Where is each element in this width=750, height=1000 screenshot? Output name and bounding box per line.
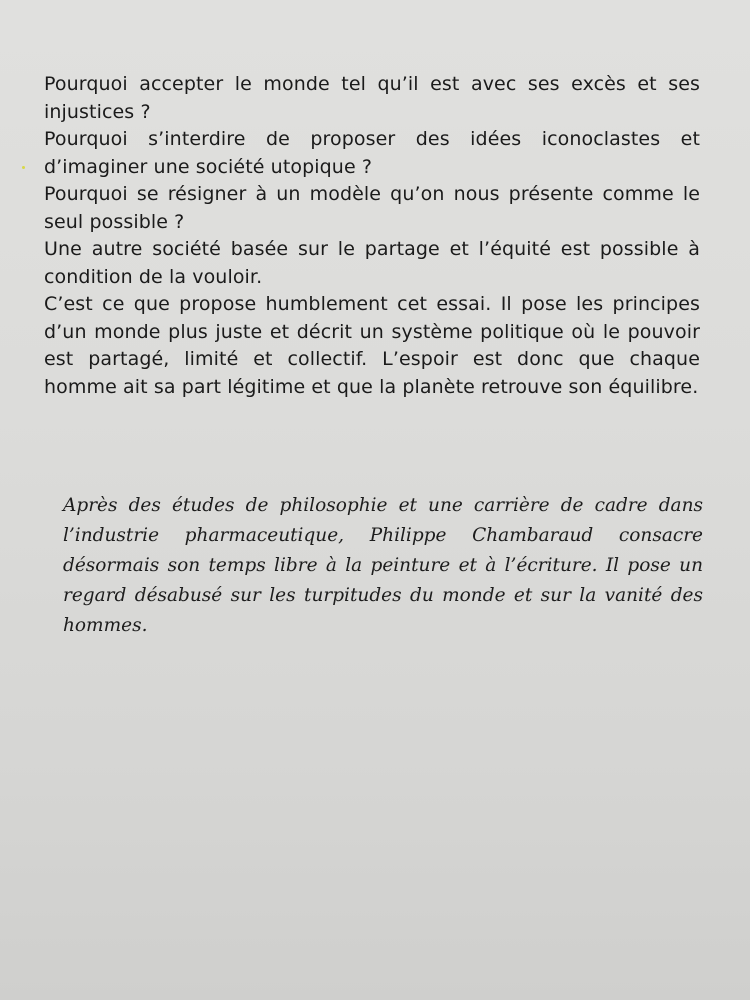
author-bio-paragraph: Après des études de philosophie et une carrière de cadre dans l’industrie pharmaceutique, Philippe Chambaraud consacre désormais son temps libre à la peinture et à l’écriture. Il pose un regard désabusé sur les turpitudes du monde et sur la vanité des hommes. (63, 495, 703, 636)
summary-paragraph-1: Pourquoi accepter le monde tel qu’il est avec ses excès et ses injustices ? (44, 73, 700, 123)
author-bio (63, 491, 703, 641)
summary-paragraph-5: C’est ce que propose humblement cet essai. Il pose les principes d’un monde plus juste et décrit un système politique où le pouvoir est partagé, limité et collectif. L’espoir est donc que chaque homme ait sa part légitime et que la planète retrouve son équilibre. (44, 293, 700, 398)
summary-paragraph-4: Une autre société basée sur le partage et l’équité est possible à condition de la vouloir. (44, 238, 700, 288)
summary-paragraph-2: Pourquoi s’interdire de proposer des idées iconoclastes et d’imaginer une société utopique ? (44, 128, 700, 178)
summary-text (44, 71, 700, 401)
paper-speck (22, 166, 25, 169)
summary-paragraph-3: Pourquoi se résigner à un modèle qu’on nous présente comme le seul possible ? (44, 183, 700, 233)
